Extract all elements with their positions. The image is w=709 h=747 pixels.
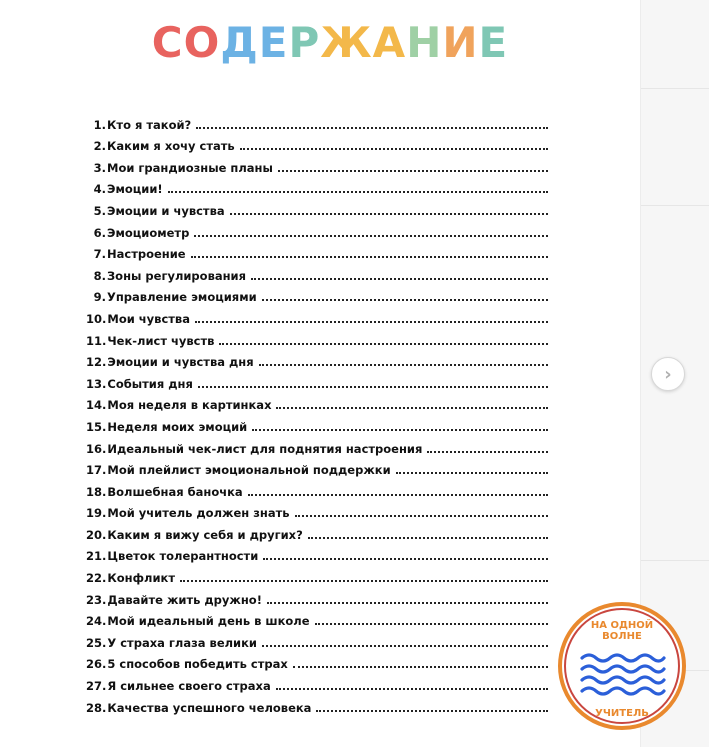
- toc-dot-leader: [195, 321, 548, 323]
- logo-text-line2: ВОЛНЕ: [602, 631, 642, 642]
- toc-dot-leader: [295, 515, 548, 517]
- toc-item-label: Настроение: [107, 247, 186, 262]
- toc-dot-leader: [308, 537, 548, 539]
- logo-text-line1: НА ОДНОЙ: [590, 620, 654, 631]
- title-letter: О: [183, 18, 221, 67]
- toc-item-number: 1.: [93, 117, 106, 132]
- toc-item-label: Мои грандиозные планы: [107, 160, 273, 175]
- toc-item-number: 14.: [86, 398, 107, 413]
- toc-item-label: Моя неделя в картинках: [107, 398, 272, 413]
- title-letter: Е: [478, 18, 509, 67]
- toc-item-number: 2.: [93, 139, 106, 154]
- title-letter: Е: [258, 18, 289, 67]
- toc-item-number: 22.: [86, 571, 107, 586]
- toc-item: [86, 391, 548, 413]
- toc-item: [86, 650, 548, 672]
- title-letter: Д: [220, 18, 259, 67]
- toc-item-label: Цветок толерантности: [107, 549, 259, 564]
- toc-item-number: 24.: [86, 614, 107, 629]
- toc-item: [86, 412, 548, 434]
- toc-item: [86, 628, 548, 650]
- toc-item-number: 13.: [86, 376, 107, 391]
- next-slide-button[interactable]: [651, 357, 685, 391]
- toc-item-label: Эмоциометр: [107, 225, 190, 240]
- toc-item-number: 17.: [86, 463, 107, 478]
- toc-item-number: 25.: [86, 635, 107, 650]
- toc-item-number: 23.: [86, 592, 107, 607]
- table-of-contents: [86, 110, 548, 715]
- toc-item-number: 21.: [86, 549, 107, 564]
- toc-item-label: Зоны регулирования: [107, 268, 246, 283]
- toc-item-label: Каким я хочу стать: [107, 139, 235, 154]
- toc-item-label: Кто я такой?: [107, 117, 192, 132]
- toc-item: [86, 585, 548, 607]
- toc-item: [86, 563, 548, 585]
- toc-dot-leader: [251, 278, 548, 280]
- toc-item-number: 20.: [86, 527, 107, 542]
- toc-item-number: 18.: [86, 484, 107, 499]
- toc-item-label: Каким я вижу себя и других?: [107, 527, 303, 542]
- toc-item: [86, 261, 548, 283]
- toc-item: [86, 671, 548, 693]
- toc-item: [86, 499, 548, 521]
- title-letter: И: [442, 18, 479, 67]
- toc-item: [86, 434, 548, 456]
- toc-dot-leader: [196, 127, 548, 129]
- logo-text-top: [556, 620, 688, 642]
- toc-dot-leader: [263, 558, 548, 560]
- toc-item-number: 7.: [93, 247, 106, 262]
- toc-dot-leader: [248, 494, 548, 496]
- toc-item: [86, 369, 548, 391]
- toc-item-label: 5 способов победить страх: [107, 657, 288, 672]
- toc-item-label: Мой плейлист эмоциональной поддержки: [107, 463, 391, 478]
- toc-item-label: Мои чувства: [107, 311, 190, 326]
- toc-item-number: 11.: [86, 333, 107, 348]
- toc-dot-leader: [180, 580, 548, 582]
- toc-item-number: 16.: [86, 441, 107, 456]
- toc-dot-leader: [293, 666, 548, 668]
- toc-item-label: Неделя моих эмоций: [107, 419, 248, 434]
- toc-dot-leader: [427, 451, 548, 453]
- toc-dot-leader: [259, 364, 548, 366]
- toc-dot-leader: [278, 170, 548, 172]
- toc-dot-leader: [252, 429, 548, 431]
- toc-dot-leader: [262, 645, 548, 647]
- title-letter: С: [151, 18, 184, 67]
- toc-item-number: 12.: [86, 355, 107, 370]
- title-letter: Ж: [320, 18, 373, 67]
- toc-dot-leader: [262, 299, 548, 301]
- toc-item: [86, 326, 548, 348]
- toc-item-number: 5.: [93, 203, 106, 218]
- toc-item: [86, 240, 548, 262]
- title-letter: Н: [406, 18, 443, 67]
- toc-dot-leader: [194, 235, 548, 237]
- toc-item-label: Конфликт: [107, 571, 175, 586]
- preview-divider: [641, 560, 709, 561]
- toc-dot-leader: [267, 602, 548, 604]
- toc-item-number: 9.: [93, 290, 106, 305]
- page-title: [0, 18, 660, 67]
- toc-item-number: 3.: [93, 160, 106, 175]
- logo: [556, 600, 688, 732]
- toc-item: [86, 477, 548, 499]
- toc-item-number: 26.: [86, 657, 107, 672]
- toc-dot-leader: [276, 407, 548, 409]
- toc-item: [86, 456, 548, 478]
- toc-item-label: События дня: [107, 376, 193, 391]
- toc-item-label: Управление эмоциями: [107, 290, 257, 305]
- toc-item: [86, 520, 548, 542]
- toc-item: [86, 693, 548, 715]
- toc-item-number: 4.: [93, 182, 106, 197]
- preview-divider: [641, 205, 709, 206]
- toc-item-number: 10.: [86, 311, 107, 326]
- toc-item-label: Эмоции!: [107, 182, 163, 197]
- title-letter: Р: [288, 18, 321, 67]
- toc-dot-leader: [168, 191, 548, 193]
- toc-item: [86, 304, 548, 326]
- toc-item: [86, 542, 548, 564]
- toc-item-label: Идеальный чек-лист для поднятия настроения: [107, 441, 423, 456]
- toc-item-label: Мой учитель должен знать: [107, 506, 290, 521]
- toc-item-label: Волшебная баночка: [107, 484, 243, 499]
- toc-item-number: 19.: [86, 506, 107, 521]
- toc-dot-leader: [230, 213, 548, 215]
- toc-item: [86, 132, 548, 154]
- toc-dot-leader: [191, 256, 548, 258]
- toc-item: [86, 175, 548, 197]
- chevron-right-icon: ›: [664, 363, 672, 385]
- toc-item-label: Эмоции и чувства: [107, 203, 225, 218]
- toc-item: [86, 196, 548, 218]
- preview-divider: [641, 88, 709, 89]
- toc-item-label: Качества успешного человека: [107, 700, 312, 715]
- toc-item: [86, 607, 548, 629]
- toc-item: [86, 283, 548, 305]
- logo-text-bottom: УЧИТЕЛЬ: [595, 708, 649, 719]
- toc-dot-leader: [198, 386, 548, 388]
- toc-dot-leader: [219, 343, 548, 345]
- title-letter: А: [372, 18, 407, 67]
- toc-item-number: 28.: [86, 700, 107, 715]
- toc-item-label: Эмоции и чувства дня: [107, 355, 254, 370]
- toc-item: [86, 348, 548, 370]
- toc-item: [86, 110, 548, 132]
- toc-item-label: У страха глаза велики: [107, 635, 257, 650]
- toc-item-number: 15.: [86, 419, 107, 434]
- toc-item-label: Давайте жить дружно!: [107, 592, 262, 607]
- toc-item: [86, 153, 548, 175]
- toc-item: [86, 218, 548, 240]
- toc-dot-leader: [316, 710, 548, 712]
- toc-item-label: Мой идеальный день в школе: [107, 614, 310, 629]
- toc-dot-leader: [396, 472, 548, 474]
- toc-item-number: 27.: [86, 679, 107, 694]
- toc-dot-leader: [240, 148, 548, 150]
- toc-dot-leader: [315, 623, 548, 625]
- toc-dot-leader: [276, 688, 548, 690]
- toc-item-number: 6.: [93, 225, 106, 240]
- toc-item-label: Чек-лист чувств: [107, 333, 215, 348]
- toc-item-label: Я сильнее своего страха: [107, 679, 271, 694]
- toc-item-number: 8.: [93, 268, 106, 283]
